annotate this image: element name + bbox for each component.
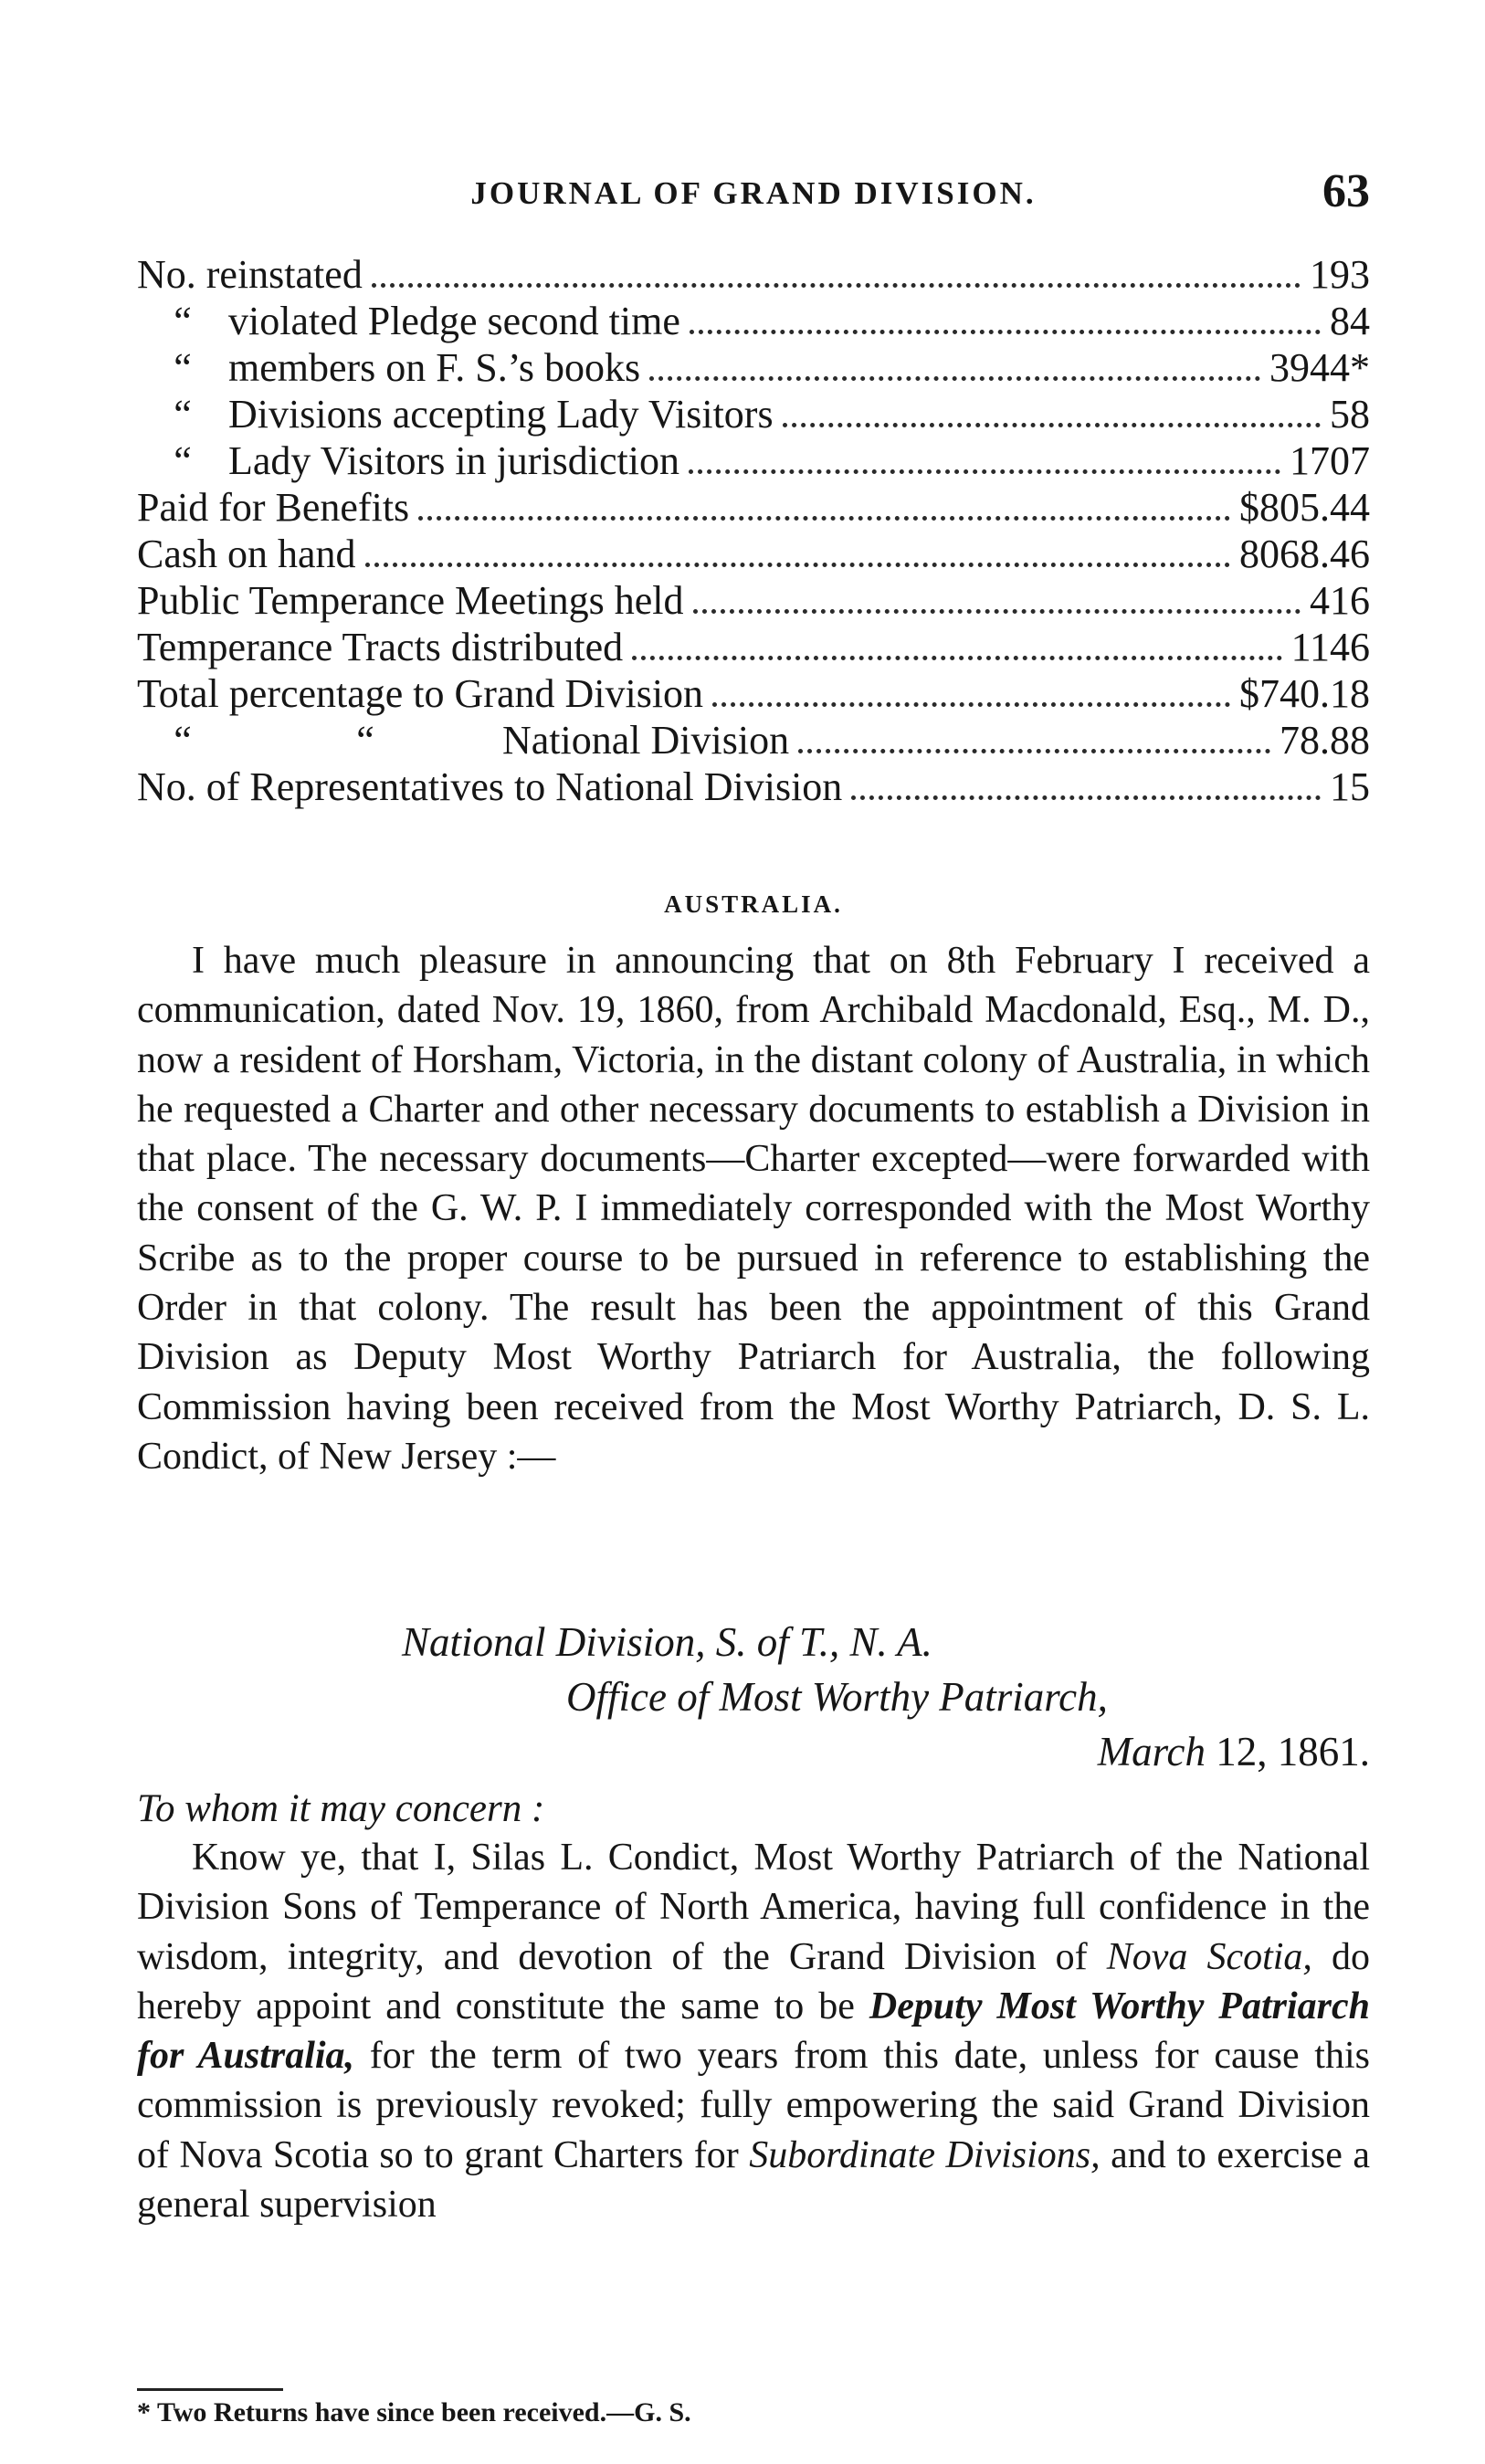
stat-label: Cash on hand — [137, 532, 356, 576]
stat-label: Total percentage to Grand Division — [137, 671, 704, 716]
stat-ditto-mark: “ — [174, 718, 192, 763]
stat-label: Divisions accepting Lady Visitors — [228, 392, 774, 437]
stat-row — [137, 437, 1370, 484]
dot-leader — [689, 469, 1280, 474]
stat-ditto-mark: “ — [174, 438, 192, 483]
stat-row — [137, 670, 1370, 717]
stat-value: $740.18 — [1239, 671, 1370, 716]
stat-value: 84 — [1330, 299, 1370, 343]
stat-ditto-mark: “ — [174, 392, 192, 437]
stat-label: National Division — [502, 718, 790, 763]
dot-leader — [632, 656, 1282, 660]
dot-leader — [712, 702, 1230, 707]
page-number: 63 — [1322, 165, 1370, 217]
stat-label: Lady Visitors in jurisdiction — [228, 438, 679, 483]
dot-leader — [372, 283, 1301, 288]
footnote-rule — [137, 2388, 283, 2391]
letter-date — [137, 1724, 1370, 1779]
dot-leader — [690, 330, 1321, 334]
stat-label: No. of Representatives to National Division — [137, 764, 843, 809]
dot-leader — [851, 795, 1321, 800]
stat-value: 416 — [1310, 578, 1370, 623]
stat-value: 8068.46 — [1239, 532, 1370, 576]
stat-value: 1707 — [1290, 438, 1370, 483]
stat-value: $805.44 — [1239, 485, 1370, 530]
stat-ditto-mark: “ — [174, 345, 192, 390]
commission-text-3: for the term of two years from this date, unless for cause this commission is previously revoked; fully empowering the said Grand Division of Nova Scotia so to grant Charters for — [137, 2035, 1370, 2176]
stat-label: Public Temperance Meetings held — [137, 578, 684, 623]
stat-value: 58 — [1330, 392, 1370, 437]
stat-row — [137, 624, 1370, 670]
paragraph-announcement: I have much pleasure in announcing that on 8th February I received a communication, dated Nov. 19, 1860, from Archibald Macdonald, Esq., M. D., now a resident of Horsham, Victoria, in the distant colony of Australia, in which he requested a Charter and other necessary documents to establish a Division in that place. The necessary documents—Charter excepted—were forwarded with the consent of the G. W. P. I immediately corresponded with the Most Worthy Scribe as to the proper course to be pursued in reference to establishing the Order in that colony. The result has been the appointment of this Grand Division as Deputy Most Worthy Patriarch for Australia, the following Commission having been received from the Most Worthy Patriarch, D. S. L. Condict, of New Jersey :— — [137, 940, 1370, 1478]
letter-line-national-division: National Division, S. of T., N. A. — [402, 1619, 932, 1665]
stat-label: members on F. S.’s books — [228, 345, 641, 390]
stat-label: Temperance Tracts distributed — [137, 625, 624, 669]
commission-text-2: do hereby appoint and constitute the same to be — [137, 1935, 1371, 2027]
dot-leader — [693, 609, 1301, 614]
stat-value: 15 — [1330, 764, 1370, 809]
stat-value: 78.88 — [1280, 718, 1370, 763]
running-title: JOURNAL OF GRAND DIVISION. — [470, 175, 1037, 211]
stat-label: No. reinstated — [137, 252, 363, 297]
commission-italic-deputy: Deputy Most Worthy Patriarch for Australia, — [137, 1985, 1370, 2078]
stat-value: 193 — [1310, 252, 1370, 297]
stat-row — [137, 391, 1370, 437]
letter-line-office: Office of Most Worthy Patriarch, — [566, 1674, 1108, 1720]
letter-date-month: March — [1097, 1729, 1206, 1774]
dot-leader — [649, 376, 1260, 381]
dot-leader — [783, 423, 1321, 427]
dot-leader — [798, 749, 1270, 753]
section-heading: AUSTRALIA. — [664, 890, 843, 918]
stat-row — [137, 577, 1370, 624]
paragraph-commission — [137, 1833, 1370, 2229]
stat-row — [137, 344, 1370, 391]
letter-date-rest: 12, 1861. — [1216, 1729, 1370, 1774]
commission-text-1: Know ye, that I, Silas L. Condict, Most Worthy Patriarch of the National Division Sons of Temperance of North America, having full confidence in the wisdom, integrity, and devotion of the Grand Division of — [137, 1837, 1370, 1978]
stat-ditto-mark: “ — [174, 299, 192, 343]
commission-italic-subordinate: Subordinate Divisions, — [749, 2133, 1101, 2176]
salutation: To whom it may concern : — [137, 1787, 545, 1830]
stat-row — [137, 298, 1370, 344]
stat-row — [137, 484, 1370, 531]
stat-row — [137, 763, 1370, 810]
statistics-table — [137, 251, 1370, 810]
stat-value: 3944* — [1269, 345, 1370, 390]
dot-leader — [365, 563, 1230, 567]
stat-label: violated Pledge second time — [228, 299, 680, 343]
stat-label: Paid for Benefits — [137, 485, 410, 530]
stat-ditto-mark: “ — [356, 718, 374, 763]
running-head — [137, 164, 1370, 219]
commission-italic-nova-scotia: Nova Scotia, — [1106, 1935, 1312, 1978]
dot-leader — [418, 516, 1230, 521]
stat-value: 1146 — [1290, 625, 1370, 669]
stat-row — [137, 531, 1370, 577]
stat-row — [137, 717, 1370, 763]
commission-text-4: and to exercise a general supervision — [137, 2133, 1370, 2227]
stat-row — [137, 251, 1370, 298]
footnote: * Two Returns have since been received.—G. S. — [137, 2397, 691, 2427]
